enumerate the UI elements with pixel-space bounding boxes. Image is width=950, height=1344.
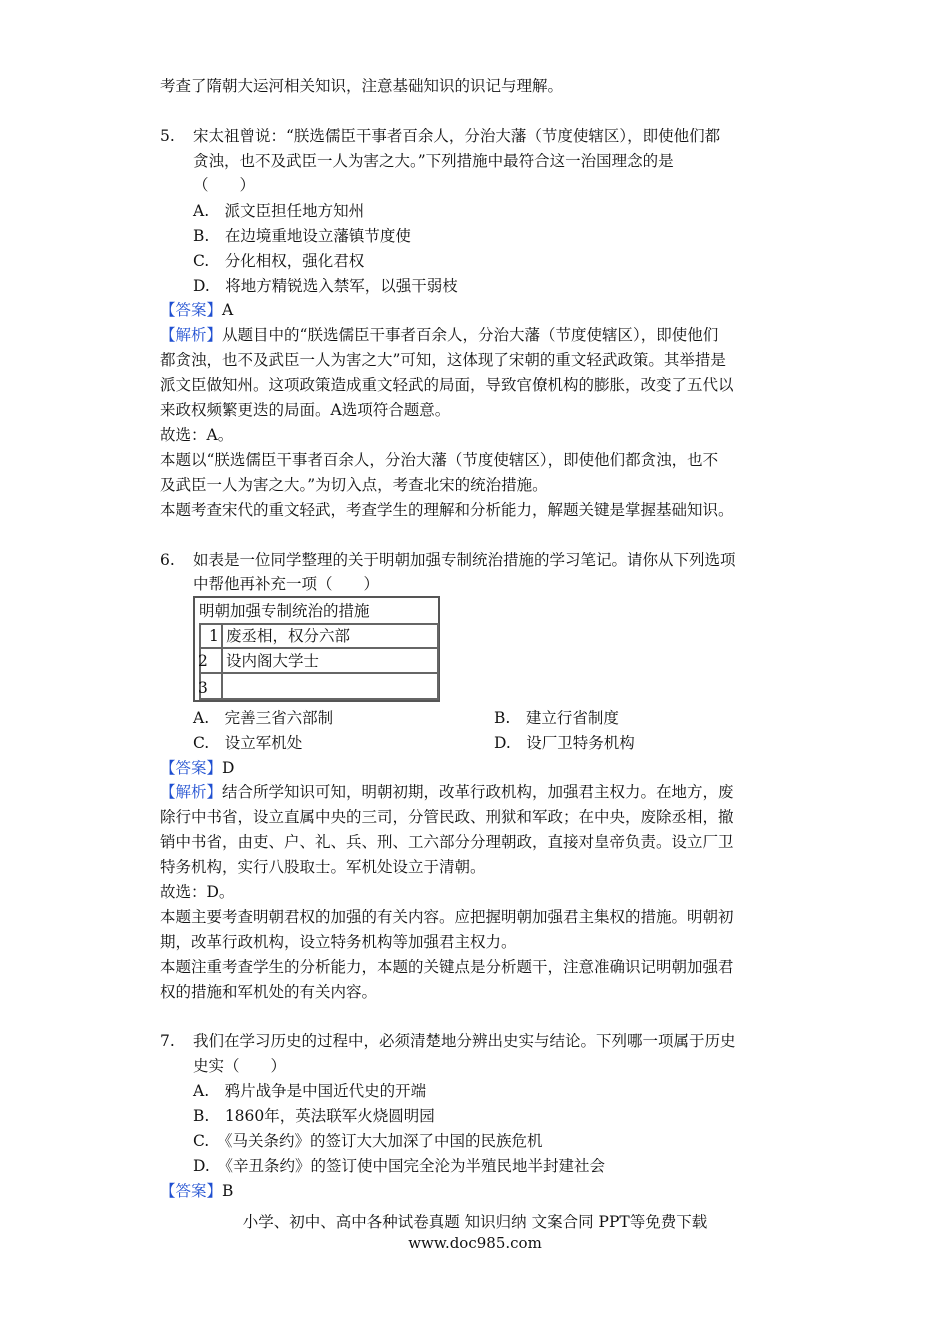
option-b: B. 建立行省制度 (494, 709, 619, 727)
analysis-text: 特务机构，实行八股取士。军机处设立于清朝。 (160, 858, 486, 876)
table-header: 明朝加强专制统治的措施 (199, 602, 370, 620)
table-cell-num: 1 (209, 627, 219, 645)
analysis-text: 派文臣做知州。这项政策造成重文轻武的局面，导致官僚机构的膨胀，改变了五代以 (160, 376, 734, 394)
notes-table (193, 596, 440, 702)
analysis-text: 本题考查宋代的重文轻武，考查学生的理解和分析能力，解题关键是掌握基础知识。 (160, 501, 734, 519)
footer-tagline: 小学、初中、高中各种试卷真题 知识归纳 文案合同 PPT等免费下载 (242, 1213, 708, 1231)
option-a: A. 派文臣担任地方知州 (193, 202, 365, 220)
question-stem-line: 宋太祖曾说：“朕选儒臣干事者百余人，分治大藩（节度使辖区），即使他们都 (193, 127, 721, 145)
option-a: A. 鸦片战争是中国近代史的开端 (193, 1082, 427, 1100)
question-stem-line: 如表是一位同学整理的关于明朝加强专制统治措施的学习笔记。请你从下列选项 (193, 551, 736, 569)
analysis-line (160, 780, 734, 804)
analysis-tag: 【解析】 (160, 783, 223, 801)
question-stem-line: 史实（ ） (193, 1057, 287, 1075)
option-d: D. 《辛丑条约》的签订使中国完全沦为半殖民地半封建社会 (193, 1157, 606, 1175)
table-divider (221, 623, 223, 700)
option-b: B. 1860年，英法联军火烧圆明园 (193, 1107, 435, 1125)
analysis-text: 期，改革行政机构，设立特务机构等加强君主权力。 (160, 933, 517, 951)
analysis-text: 除行中书省，设立直属中央的三司，分管民政、刑狱和军政；在中央，废除丞相，撤 (160, 808, 734, 826)
answer-value: D (222, 759, 235, 777)
analysis-text: 本题以“朕选儒臣干事者百余人，分治大藩（节度使辖区），即使他们都贪浊，也不 (160, 451, 719, 469)
option-d: D. 设厂卫特务机构 (494, 734, 635, 752)
question-stem-line: 贪浊，也不及武臣一人为害之大。”下列措施中最符合这一治国理念的是 (193, 152, 674, 170)
analysis-tag: 【解析】 (160, 326, 223, 344)
answer-tag: 【答案】 (160, 759, 223, 777)
option-d: D. 将地方精锐选入禁军，以强干弱枝 (193, 277, 458, 295)
table-divider (199, 698, 437, 700)
answer-value: B (222, 1182, 234, 1200)
question-stem-line: （ ） (193, 176, 256, 194)
answer-value: A (222, 301, 234, 319)
analysis-line (160, 323, 718, 347)
analysis-text: 结合所学知识可知，明朝初期，改革行政机构，加强君主权力。在地方，废 (222, 783, 734, 801)
answer-line (160, 756, 234, 780)
answer-line (160, 1179, 233, 1203)
table-cell-text: 设内阁大学士 (226, 652, 320, 670)
question-number: 7. (160, 1032, 175, 1050)
answer-tag: 【答案】 (160, 301, 223, 319)
option-a: A. 完善三省六部制 (193, 709, 334, 727)
analysis-text: 来政权频繁更迭的局面。A选项符合题意。 (160, 401, 451, 419)
analysis-text: 故选：A。 (160, 426, 234, 444)
analysis-text: 本题主要考查明朝君权的加强的有关内容。应把握明朝加强君主集权的措施。明朝初 (160, 908, 734, 926)
analysis-text: 及武臣一人为害之大。”为切入点，考查北宋的统治措施。 (160, 476, 548, 494)
table-cell-num: 2 (198, 652, 208, 670)
intro-text: 考查了隋朝大运河相关知识，注意基础知识的识记与理解。 (160, 77, 564, 95)
analysis-text: 从题目中的“朕选儒臣干事者百余人，分治大藩（节度使辖区），即使他们 (222, 326, 719, 344)
answer-tag: 【答案】 (160, 1182, 223, 1200)
option-c: C. 《马关条约》的签订大大加深了中国的民族危机 (193, 1132, 543, 1150)
analysis-text: 都贪浊，也不及武臣一人为害之大”可知，这体现了宋朝的重文轻武政策。其举措是 (160, 351, 726, 369)
analysis-text: 销中书省，由吏、户、礼、兵、刑、工六部分分理朝政，直接对皇帝负责。设立厂卫 (160, 833, 734, 851)
table-divider (437, 623, 439, 700)
answer-line (160, 298, 233, 322)
footer-url[interactable]: www.doc985.com (408, 1234, 542, 1252)
analysis-text: 本题注重考查学生的分析能力，本题的关键点是分析题干，注意准确识记明朝加强君 (160, 958, 734, 976)
question-stem-line: 中帮他再补充一项（ ） (193, 575, 380, 593)
table-cell-num: 3 (198, 679, 208, 697)
question-number: 6. (160, 551, 175, 569)
analysis-text: 权的措施和军机处的有关内容。 (160, 983, 378, 1001)
option-b: B. 在边境重地设立藩镇节度使 (193, 227, 411, 245)
option-c: C. 分化相权，强化君权 (193, 252, 365, 270)
question-number: 5. (160, 127, 175, 145)
option-c: C. 设立军机处 (193, 734, 303, 752)
analysis-text: 故选：D。 (160, 883, 235, 901)
question-stem-line: 我们在学习历史的过程中，必须清楚地分辨出史实与结论。下列哪一项属于历史 (193, 1032, 736, 1050)
table-cell-text: 废丞相，权分六部 (226, 627, 351, 645)
